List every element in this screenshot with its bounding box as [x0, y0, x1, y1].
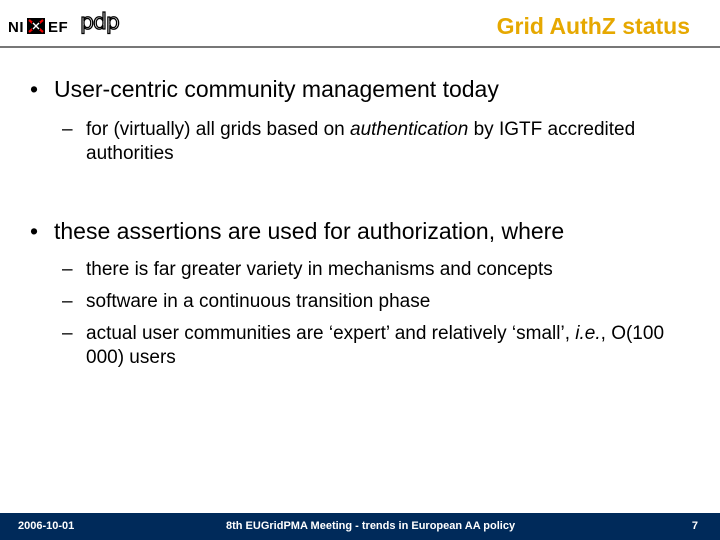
- footer-meeting: 8th EUGridPMA Meeting - trends in European AA policy: [226, 520, 516, 532]
- bullet-2-sub-1-text: there is far greater variety in mechanisms and concepts: [86, 259, 553, 280]
- footer-date: 2006-10-01: [18, 520, 75, 532]
- sub-text-after: by IGTF accredited authorities: [86, 119, 636, 164]
- bullet-2-sub-1-marker: –: [62, 259, 73, 280]
- sub-text-after: , O(100 000) users: [86, 323, 665, 368]
- bullet-2-sub-2-marker: –: [62, 291, 73, 312]
- slide-title: Grid AuthZ status: [496, 13, 690, 39]
- bullet-2-text: these assertions are used for authorization, where: [54, 218, 565, 244]
- logo-text-part-2: EF: [48, 19, 69, 36]
- sub-text-emphasis: authentication: [350, 119, 469, 140]
- bullet-1-text: User-centric community management today: [54, 76, 499, 102]
- bullet-1-marker: •: [30, 76, 39, 102]
- sub-text-before: for (virtually) all grids based on: [86, 119, 350, 140]
- nikhef-logo: [8, 16, 68, 36]
- footer-page-number: 7: [691, 520, 698, 532]
- logo-text-part-1: NI: [8, 19, 24, 36]
- nikhef-pdp-logo: [8, 10, 118, 40]
- pdp-logo: pdp: [80, 10, 119, 35]
- title-rule: [0, 46, 720, 48]
- sub-text-before: actual user communities are ‘expert’ and relatively ‘small’,: [86, 323, 576, 344]
- bullet-2-sub-3-marker: –: [62, 323, 73, 344]
- bullet-2-sub-2-text: software in a continuous transition phase: [86, 291, 431, 312]
- sub-text-emphasis: i.e.: [575, 323, 601, 344]
- bullet-1-sub-1-marker: –: [62, 119, 73, 140]
- footer-bar: [0, 513, 720, 540]
- nikhef-ring-icon: [25, 16, 47, 36]
- bullet-2-sub-3-text: [86, 322, 696, 370]
- bullet-2-marker: •: [30, 218, 39, 244]
- bullet-1-sub-1-text: [86, 118, 696, 166]
